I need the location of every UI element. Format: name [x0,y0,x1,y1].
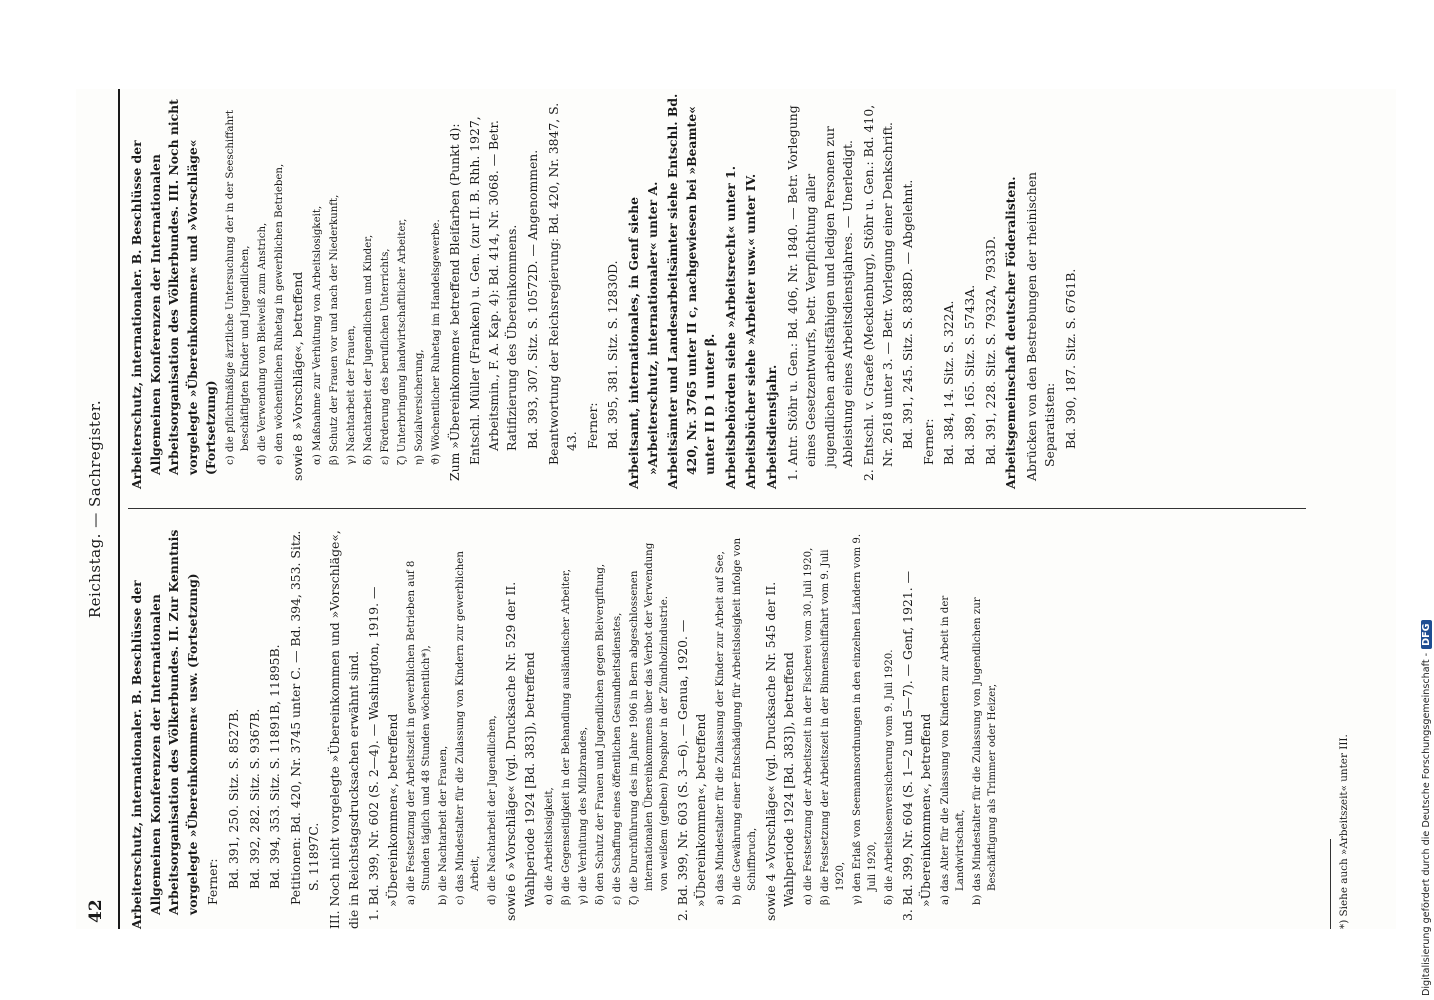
index-entry: a) die Festsetzung der Arbeitszeit in gewerblichen Betrieben auf 8 Stunden täglich und 48 Stunden wöchentlich*), [406,560,433,905]
index-entry: Abrücken von den Bestrebungen der rheinischen Separatisten: [1023,171,1058,481]
index-entry: c) das Mindestalter für die Zulassung von Kindern zur gewerblichen Arbeit, [455,551,482,905]
index-entry: Petitionen: Bd. 420, Nr. 3745 unter C. — Bd. 394, 353. Sitz. S. 11897C. [287,530,322,905]
running-head: Reichstag. — Sachregister. [86,399,104,619]
index-entry: b) das Mindestalter für die Zulassung von Jugendlichen zur Beschäftigung als Trimmer oder Heizer, [972,597,999,905]
index-entry: c) die pflichtmäßige ärztliche Untersuchung der in der Seeschiffahrt beschäftigten Kinder und Jugendlichen, [224,109,251,465]
index-entry: α) die Festsetzung der Arbeitszeit in der Fischerei vom 30. Juli 1920, [802,547,814,905]
page-header [82,89,112,929]
index-entry: Bd. 392, 282. Sitz. S. 9367B. [246,708,262,889]
index-entry: Ferner: [920,418,936,465]
index-entry: ε) die Schaffung eines öffentlichen Gesundheitsdienstes, [611,612,623,905]
index-entry: Arbeitsbücher siehe »Arbeiter usw.« unter IV. [743,173,759,489]
footnote: *) Siehe auch »Arbeitszeit« unter III. [1338,734,1350,929]
index-entry: Bd. 384, 14. Sitz. S. 322A. [941,300,957,465]
index-entry: Bd. 393, 307. Sitz. S. 10572D. — Angenommen. [524,149,540,449]
index-entry: Bd. 391, 228. Sitz. S. 7932A, 7933D. [982,235,998,465]
index-entry: δ) Nachtarbeit der Jugendlichen und Kinder, [362,234,374,465]
index-entry: Bd. 390, 187. Sitz. S. 6761B. [1062,268,1078,449]
dfg-logo: DFG [1421,620,1432,648]
index-entry: e) den wöchentlichen Ruhetag in gewerblichen Betrieben, [273,163,285,465]
index-entry: Beantwortung der Reichsregierung: Bd. 420, Nr. 3847, S. 43. [545,102,580,465]
index-entry: α) die Arbeitslosigkeit, [543,787,555,905]
column-divider [128,508,1306,509]
right-column [128,89,1083,489]
index-entry: a) das Mindestalter für die Zulassung der Kinder zur Arbeit auf See, [714,551,726,905]
index-entry: Bd. 389, 165. Sitz. S. 5743A. [962,284,977,465]
index-entry: 2. Bd. 399, Nr. 603 (S. 3—6). — Genua, 1920. — »Übereinkommen«, betreffend [674,619,709,921]
index-entry: sowie 4 »Vorschläge« (vgl. Drucksache Nr. 545 der II. Wahlperiode 1924 [Bd. 383]), betreffend [762,581,797,921]
index-entry: III. Noch nicht vorgelegte »Übereinkommen und »Vorschläge«, die in Reichstagsdrucksachen erwähnt sind. [326,530,361,929]
index-entry: γ) Nachtarbeit der Frauen, [345,325,357,465]
index-entry: Ferner: [205,858,221,905]
index-entry: 3. Bd. 399, Nr. 604 (S. 1—2 und 5—7). — Genf, 1921. — »Übereinkommen«, betreffend [899,571,934,921]
scanned-page [76,89,1396,929]
index-entry: b) die Nachtarbeit der Frauen, [438,745,450,905]
left-column [128,529,1002,929]
index-entry: Bd. 391, 245. Sitz. S. 8388D. — Abgelehnt. [900,179,916,449]
digitization-credit [1421,6,1434,996]
index-entry: Entschl. Müller (Franken) u. Gen. (zur II. B. Rhh. 1927, Arbeitsmin., F. A. Kap. 4): Bd. 414, Nr. 3068. — Betr. Ratifizierung des Übereinkommens. [467,116,520,465]
index-entry: ϑ) Wöchentlicher Ruhetag im Handelsgewerbe. [430,219,442,465]
index-entry: α) Maßnahme zur Verhütung von Arbeitslosigkeit, [311,205,323,465]
index-entry: 2. Entschl. v. Graefe (Mecklenburg), Stöhr u. Gen.: Bd. 410, Nr. 2618 unter 3. — Betr. Vorlegung einer Denkschrift. [861,104,895,481]
index-entry: 1. Antr. Stöhr u. Gen.: Bd. 406, Nr. 1840. — Betr. Vorlegung eines Gesetzentwurfs, betr. Verpflichtung aller jugendlichen arbeitsfähigen und ledigen Personen zur Ableistung eines Arbeitsdienstjahres. — Unerledigt. [784,105,856,481]
index-entry: γ) die Verhütung des Milzbrandes, [577,726,589,905]
index-entry: Bd. 395, 381. Sitz. S. 12830D. [605,260,621,449]
index-entry: Bd. 391, 250. Sitz. S. 8527B. [225,708,241,889]
index-entry: Ferner: [584,402,600,449]
index-entry: Zum »Übereinkommen« betreffend Bleifarben (Punkt d): [446,123,462,481]
index-entry: sowie 6 »Vorschläge« (vgl. Drucksache Nr. 529 der II. Wahlperiode 1924 [Bd. 383]), betreffend [503,581,537,921]
index-entry: sowie 8 »Vorschläge«, betreffend [289,271,305,481]
index-entry: d) die Nachtarbeit der Jugendlichen, [487,715,499,905]
index-entry: Arbeitsbehörden siehe »Arbeitsrecht« unter 1. [722,165,738,489]
index-entry: δ) den Schutz der Frauen und Jugendlichen gegen Bleivergiftung, [594,563,606,905]
index-entry: d) die Verwendung von Bleiweiß zum Anstrich, [256,222,268,465]
index-entry: Bd. 394, 353. Sitz. S. 11891B, 11895B. [267,644,283,889]
index-entry: Arbeiterschutz, internationaler. B. Beschlüsse der Allgemeinen Konferenzen der Internationalen Arbeitsorganisation des Völkerbundes. III. Noch nicht vorgelegte »Übereinkommen« und »Vorschläge« (Fortsetzung) [129,99,219,489]
index-entry: β) die Festsetzung der Arbeitszeit in der Binnenschiffahrt vom 9. Juli 1920, [819,549,846,905]
index-entry: Arbeitsamt, internationales, in Genf siehe »Arbeiterschutz, internationaler« unter A. [625,181,660,489]
page-number: 42 [86,899,106,923]
index-entry: ζ) die Durchführung des im Jahre 1906 in Bern abgeschlossenen internationalen Übereinkommens über das Verbot der Verwendung von weißem (gelben) Phosphor in der Zündholzindustrie. [628,542,670,905]
header-rule [118,89,120,929]
index-entry: δ) die Arbeitslosenversicherung vom 9. Juli 1920. [883,649,895,905]
index-entry: β) Schutz der Frauen vor und nach der Niederkunft, [328,194,340,465]
index-entry: β) die Gegenseitigkeit in der Behandlung ausländischer Arbeiter, [560,568,572,905]
index-entry: Arbeitsgemeinschaft deutscher Föderalisten. [1003,176,1019,489]
index-entry: η) Sozialversicherung, [413,349,425,465]
index-entry: Arbeitsämter und Landesarbeitsämter siehe Entschl. Bd. 420, Nr. 3765 unter II c, nachgewiesen bei »Beamte« unter II D 1 unter β. [665,93,718,489]
index-entry: a) das Alter für die Zulassung von Kindern zur Arbeit in der Landwirtschaft, [940,595,967,905]
index-entry: Arbeiterschutz, internationaler. B. Beschlüsse der Allgemeinen Konferenzen der Internationalen Arbeitsorganisation des Völkerbundes. II. Zur Kenntnis vorgelegte »Übereinkommen« usw. (Fortsetzung) [129,529,200,929]
index-entry: γ) den Erlaß von Seemannsordnungen in den einzelnen Ländern vom 9. Juli 1920, [851,533,878,905]
index-entry: Arbeitsdienstjahr. [764,364,780,489]
footnote-rule [1330,839,1331,929]
index-entry: ζ) Unterbringung landwirtschaftlicher Arbeiter, [396,218,408,465]
index-entry: b) die Gewährung einer Entschädigung für Arbeitslosigkeit infolge von Schiffbruch, [731,537,758,905]
index-entry: ε) Förderung des beruflichen Unterrichts, [379,248,391,465]
digitization-credit-text: Digitalisierung gefördert durch die Deutsche Forschungsgemeinschaft - [1421,652,1432,996]
index-entry: 1. Bd. 399, Nr. 602 (S. 2—4). — Washington, 1919. — »Übereinkommen«, betreffend [366,586,400,921]
